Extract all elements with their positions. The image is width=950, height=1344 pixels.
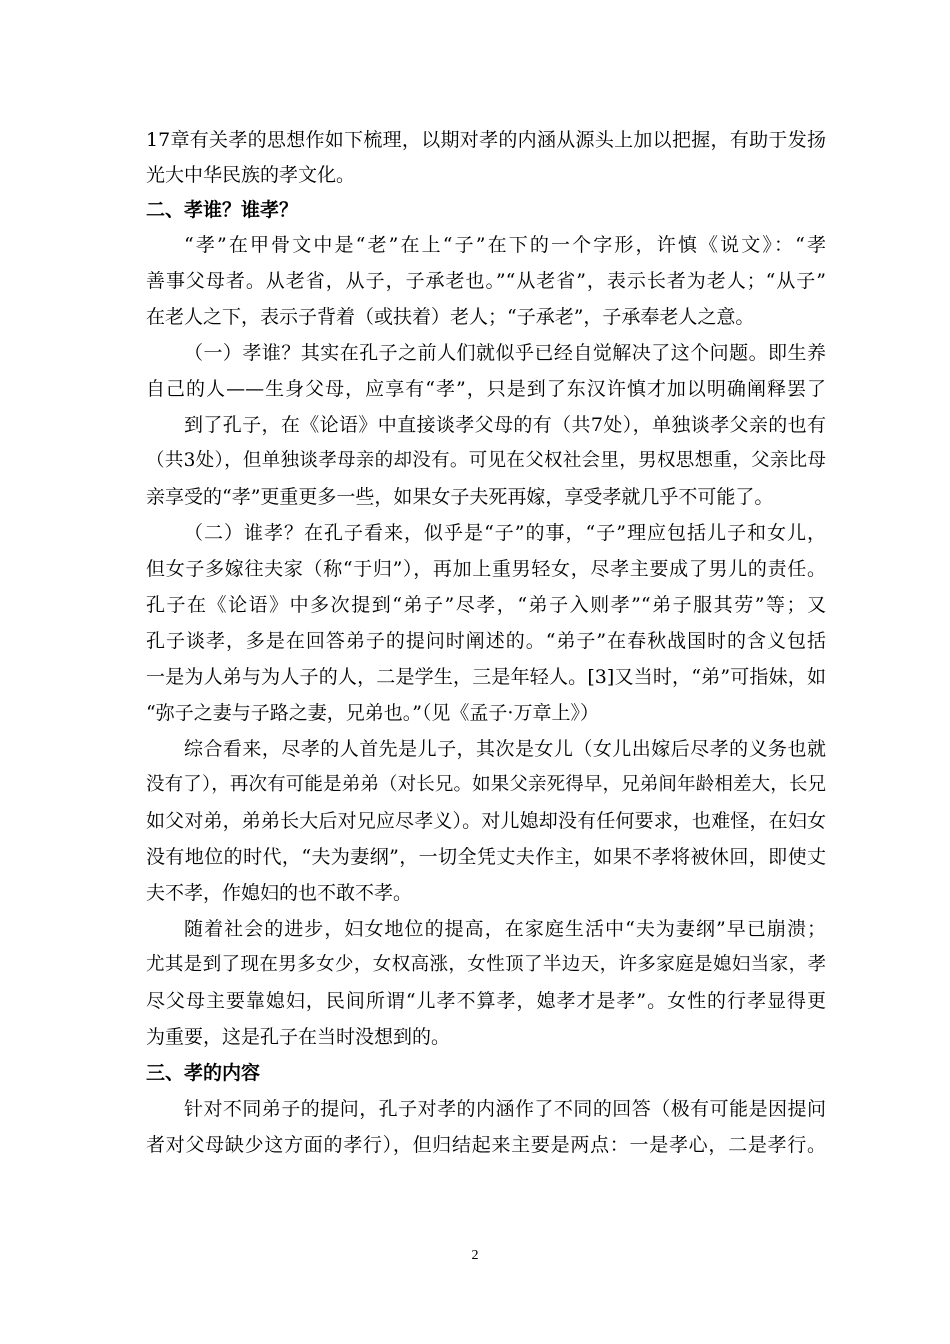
text-line: 在老人之下，表示子背着（或扶着）老人；“子承老”，子承奉老人之意。 (146, 306, 755, 328)
text-line: 光大中华民族的孝文化。 (146, 164, 356, 186)
text-line: 17章有关孝的思想作如下梳理，以期对孝的内涵从源头上加以把握，有助于发扬 (146, 129, 826, 151)
text-line: 孔子在《论语》中多次提到“弟子”尽孝，“弟子入则孝”“弟子服其劳”等；又 (146, 594, 826, 616)
text-line: 亲享受的“孝”更重更多一些，如果女子夫死再嫁，享受孝就几乎不可能了。 (146, 486, 774, 508)
text-line: 但女子多嫁往夫家（称“于归”），再加上重男轻女，尽孝主要成了男儿的责任。 (146, 558, 826, 580)
text-line: 一是为人弟与为人子的人，二是学生，三是年轻人。[3]又当时，“弟”可指妹，如 (146, 666, 826, 688)
text-line: 为重要，这是孔子在当时没想到的。 (146, 1026, 451, 1048)
text-line: 没有了），再次有可能是弟弟（对长兄。如果父亲死得早，兄弟间年龄相差大，长兄 (146, 774, 826, 795)
text-line: 针对不同弟子的提问，孔子对孝的内涵作了不同的回答（极有可能是因提问 (184, 1098, 826, 1120)
text-line: 随着社会的进步，妇女地位的提高，在家庭生活中“夫为妻纲”早已崩溃； (184, 918, 826, 940)
text-line: 夫不孝，作媳妇的也不敢不孝。 (146, 882, 413, 904)
text-line: 如父对弟，弟弟长大后对兄应尽孝义）。对儿媳却没有任何要求，也难怪，在妇女 (146, 810, 826, 832)
text-line: 孔子谈孝，多是在回答弟子的提问时阐述的。“弟子”在春秋战国时的含义包括 (146, 630, 826, 652)
text-line: （一）孝谁？其实在孔子之前人们就似乎已经自觉解决了这个问题。即生养 (184, 342, 826, 364)
text-line: 综合看来，尽孝的人首先是儿子，其次是女儿（女儿出嫁后尽孝的义务也就 (184, 738, 826, 760)
page-number: 2 (471, 1248, 479, 1263)
text-line: （二）谁孝？在孔子看来，似乎是“子”的事，“子”理应包括儿子和女儿， (184, 522, 826, 544)
text-line: 尤其是到了现在男多女少，女权高涨，女性顶了半边天，许多家庭是媳妇当家，孝 (146, 954, 826, 975)
text-line: 尽父母主要靠媳妇，民间所谓“儿孝不算孝，媳孝才是孝”。女性的行孝显得更 (146, 990, 826, 1012)
text-line: 善事父母者。从老省，从子，子承老也。”“从老省”，表示长者为老人；“从子” (146, 270, 826, 292)
section-heading: 二、孝谁？谁孝？ (146, 199, 299, 221)
text-line: （共3处），但单独谈孝母亲的却没有。可见在父权社会里，男权思想重，父亲比母 (146, 450, 826, 471)
text-line: 没有地位的时代，“夫为妻纲”，一切全凭丈夫作主，如果不孝将被休回，即使丈 (146, 846, 826, 868)
text-line: “弥子之妻与子路之妻，兄弟也。”（见《孟子·万章上》） (146, 702, 599, 724)
section-heading: 三、孝的内容 (146, 1062, 261, 1084)
text-line: “孝”在甲骨文中是“老”在上“子”在下的一个字形，许慎《说文》：“孝 (184, 234, 826, 256)
text-line: 者对父母缺少这方面的孝行），但归结起来主要是两点：一是孝心，二是孝行。 (146, 1134, 826, 1156)
text-line: 到了孔子，在《论语》中直接谈孝父母的有（共7处），单独谈孝父亲的也有 (184, 414, 826, 436)
text-line: 自己的人——生身父母，应享有“孝”，只是到了东汉许慎才加以明确阐释罢了 (146, 378, 826, 400)
